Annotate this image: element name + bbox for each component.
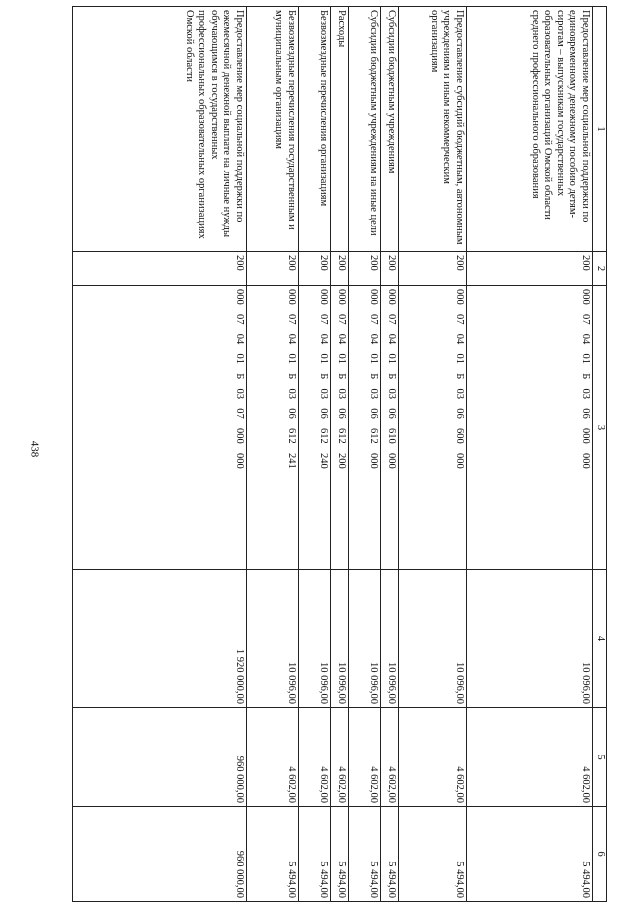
row-col-5: 4 602,00	[399, 708, 467, 807]
table-row	[299, 7, 331, 902]
row-code: 000 07 04 01 Б 03 06 612 000	[349, 286, 381, 570]
row-col-6: 5 494,00	[467, 807, 593, 902]
row-col-5: 4 602,00	[331, 708, 349, 807]
table-row	[331, 7, 349, 902]
row-col-4: 10 096,00	[381, 570, 399, 708]
row-col-2: 200	[73, 252, 247, 286]
row-name: Предоставление мер социальной поддержки по ежемесячной денежной выплате на личные нужды обучающимся в государственных профессиональных образовательных организациях Омской области	[73, 7, 247, 252]
row-col-2: 200	[299, 252, 331, 286]
row-col-6: 5 494,00	[331, 807, 349, 902]
row-name: Предоставление мер социальной поддержки по единовременному денежному пособию детям-сиротам – выпускникам государственных образовательных организаций Омской области среднего профессионального образования	[467, 7, 593, 252]
table-row	[247, 7, 299, 902]
header-row	[593, 7, 607, 902]
row-name: Расходы	[331, 7, 349, 252]
row-col-5: 960 000,00	[73, 708, 247, 807]
page-number: 438	[28, 440, 41, 458]
row-col-6: 5 494,00	[399, 807, 467, 902]
row-code: 000 07 04 01 Б 03 06 612 200	[331, 286, 349, 570]
budget-table	[72, 6, 607, 902]
row-col-2: 200	[399, 252, 467, 286]
header-col-2: 2	[593, 252, 607, 286]
row-code: 000 07 04 01 Б 03 06 000 000	[467, 286, 593, 570]
row-col-5: 4 602,00	[467, 708, 593, 807]
row-col-6: 5 494,00	[381, 807, 399, 902]
table-row	[349, 7, 381, 902]
row-col-6: 5 494,00	[299, 807, 331, 902]
row-col-6: 960 000,00	[73, 807, 247, 902]
row-col-5: 4 602,00	[247, 708, 299, 807]
row-col-2: 200	[349, 252, 381, 286]
row-name: Субсидии бюджетным учреждениям на иные цели	[349, 7, 381, 252]
header-col-4: 4	[593, 570, 607, 708]
table-row	[381, 7, 399, 902]
row-col-2: 200	[381, 252, 399, 286]
row-code: 000 07 04 01 Б 03 06 610 000	[381, 286, 399, 570]
row-col-4: 1 920 000,00	[73, 570, 247, 708]
table-row	[467, 7, 593, 902]
header-col-3: 3	[593, 286, 607, 570]
row-col-4: 10 096,00	[247, 570, 299, 708]
row-col-4: 10 096,00	[331, 570, 349, 708]
row-name: Субсидии бюджетным учреждениям	[381, 7, 399, 252]
header-col-1: 1	[593, 7, 607, 252]
row-col-5: 4 602,00	[349, 708, 381, 807]
row-code: 000 07 04 01 Б 03 06 600 000	[399, 286, 467, 570]
row-col-4: 10 096,00	[349, 570, 381, 708]
row-col-2: 200	[331, 252, 349, 286]
row-code: 000 07 04 01 Б 03 06 612 240	[299, 286, 331, 570]
header-col-6: 6	[593, 807, 607, 902]
row-code: 000 07 04 01 Б 03 07 000 000	[73, 286, 247, 570]
row-col-5: 4 602,00	[299, 708, 331, 807]
table-row	[73, 7, 247, 902]
row-col-2: 200	[247, 252, 299, 286]
row-col-4: 10 096,00	[399, 570, 467, 708]
row-col-4: 10 096,00	[467, 570, 593, 708]
rotated-table-sheet	[72, 6, 607, 901]
row-code: 000 07 04 01 Б 03 06 612 241	[247, 286, 299, 570]
row-col-2: 200	[467, 252, 593, 286]
table-row	[399, 7, 467, 902]
header-col-5: 5	[593, 708, 607, 807]
row-col-5: 4 602,00	[381, 708, 399, 807]
row-col-4: 10 096,00	[299, 570, 331, 708]
row-name: Безвозмездные перечисления организациям	[299, 7, 331, 252]
row-col-6: 5 494,00	[247, 807, 299, 902]
row-name: Предоставление субсидий бюджетным, автономным учреждениям и иным некоммерческим организациям	[399, 7, 467, 252]
row-col-6: 5 494,00	[349, 807, 381, 902]
row-name: Безвозмездные перечисления государственным и муниципальным организациям	[247, 7, 299, 252]
